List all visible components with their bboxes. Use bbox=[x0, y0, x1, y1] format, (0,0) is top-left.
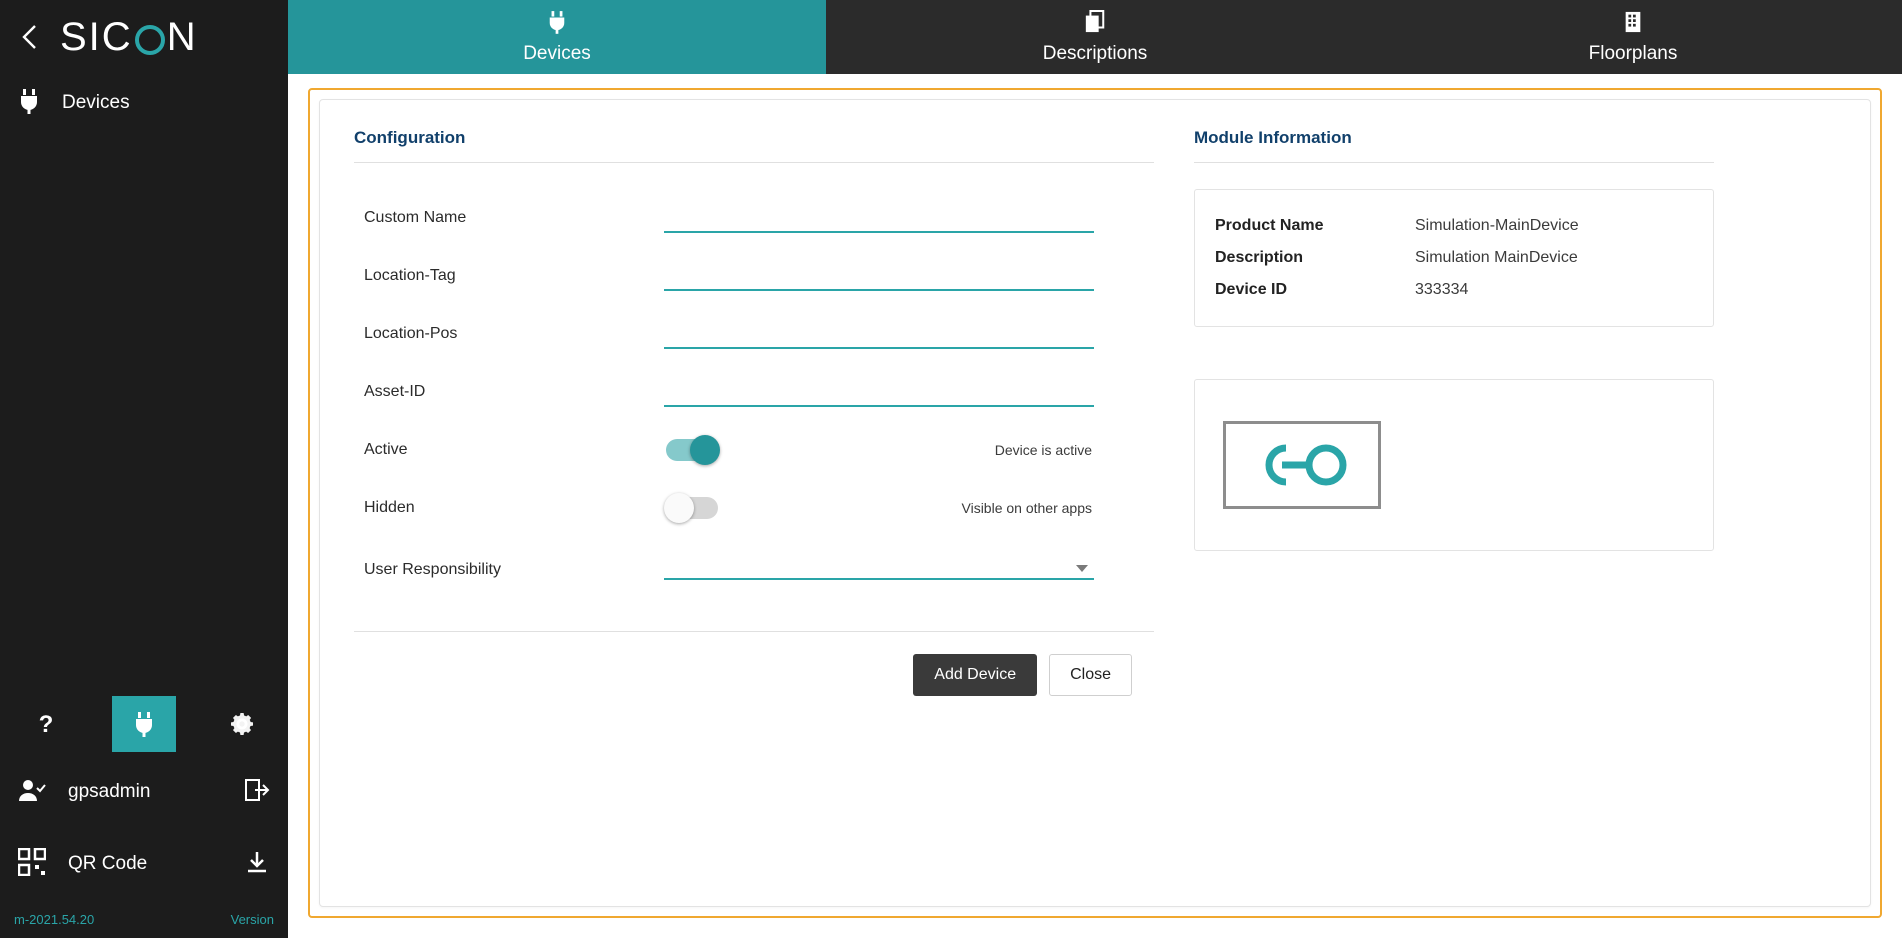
brand-text-post: N bbox=[166, 14, 198, 59]
settings-gear-icon[interactable] bbox=[210, 696, 274, 752]
form-divider bbox=[354, 631, 1154, 632]
label-location-tag: Location-Tag bbox=[364, 267, 456, 284]
module-information-column bbox=[1194, 128, 1714, 878]
tab-devices[interactable] bbox=[288, 0, 826, 74]
sidebar-header bbox=[0, 0, 288, 74]
hidden-toggle[interactable] bbox=[666, 497, 718, 519]
label-user-responsibility: User Responsibility bbox=[364, 561, 501, 578]
info-value: 333334 bbox=[1415, 281, 1469, 298]
toggle-knob bbox=[690, 435, 720, 465]
help-icon[interactable] bbox=[14, 696, 78, 752]
field-wrapper bbox=[664, 439, 1094, 461]
module-information-title: Module Information bbox=[1194, 128, 1714, 163]
field-wrapper bbox=[664, 319, 1094, 349]
logout-icon[interactable] bbox=[244, 778, 270, 807]
info-key: Device ID bbox=[1215, 281, 1288, 298]
field-row-asset-id bbox=[354, 363, 1154, 421]
version-value: m-2021.54.20 bbox=[14, 911, 95, 927]
tab-descriptions[interactable] bbox=[826, 0, 1364, 74]
active-toggle[interactable] bbox=[666, 439, 718, 461]
custom-name-input[interactable] bbox=[664, 203, 1094, 233]
sidebar-version-row bbox=[0, 900, 288, 938]
chevron-left-icon[interactable] bbox=[10, 17, 50, 57]
tab-label: Descriptions bbox=[1042, 42, 1148, 64]
location-pos-input[interactable] bbox=[664, 319, 1094, 349]
hidden-hint: Visible on other apps bbox=[961, 500, 1092, 516]
configuration-column bbox=[354, 128, 1154, 878]
field-wrapper bbox=[664, 203, 1094, 233]
devices-icon[interactable] bbox=[112, 696, 176, 752]
top-tab-bar bbox=[288, 0, 1902, 74]
highlight-outline bbox=[308, 88, 1882, 918]
info-key: Product Name bbox=[1215, 217, 1324, 234]
location-tag-input[interactable] bbox=[664, 261, 1094, 291]
close-button[interactable]: Close bbox=[1049, 654, 1132, 696]
field-row-location-pos bbox=[354, 305, 1154, 363]
sidebar-qr-label: QR Code bbox=[68, 853, 148, 874]
label-custom-name: Custom Name bbox=[364, 209, 467, 226]
field-wrapper bbox=[664, 261, 1094, 291]
plug-icon bbox=[18, 88, 40, 119]
sidebar-item-devices[interactable] bbox=[0, 74, 288, 132]
field-wrapper bbox=[664, 377, 1094, 407]
sidebar-qr-row[interactable] bbox=[0, 828, 288, 900]
plug-icon bbox=[547, 10, 567, 39]
copy-icon bbox=[1084, 10, 1106, 39]
svg-text:?: ? bbox=[38, 711, 54, 738]
sidebar-user-row[interactable] bbox=[0, 756, 288, 828]
module-logo-box bbox=[1194, 379, 1714, 551]
field-row-custom-name bbox=[354, 189, 1154, 247]
info-row-description bbox=[1215, 242, 1693, 274]
form-button-row bbox=[354, 654, 1154, 696]
info-key: Description bbox=[1215, 249, 1304, 266]
sidebar-item-label: Devices bbox=[62, 92, 130, 113]
label-active: Active bbox=[364, 441, 408, 458]
add-device-button[interactable]: Add Device bbox=[913, 654, 1037, 696]
tab-label: Devices bbox=[523, 42, 591, 64]
user-responsibility-select[interactable] bbox=[664, 561, 1094, 580]
brand-logo bbox=[60, 15, 198, 60]
sidebar-spacer bbox=[0, 132, 288, 692]
chevron-down-icon bbox=[1076, 565, 1088, 572]
field-wrapper bbox=[664, 497, 1094, 519]
content-area bbox=[288, 0, 1902, 938]
info-value: Simulation MainDevice bbox=[1415, 249, 1578, 266]
label-location-pos: Location-Pos bbox=[364, 325, 458, 342]
field-wrapper bbox=[664, 561, 1094, 580]
tab-floorplans[interactable] bbox=[1364, 0, 1902, 74]
field-row-user-responsibility bbox=[354, 537, 1154, 603]
field-row-hidden bbox=[354, 479, 1154, 537]
device-form-card bbox=[319, 99, 1871, 907]
sidebar bbox=[0, 0, 288, 938]
download-icon[interactable] bbox=[244, 850, 270, 879]
qr-code-icon bbox=[18, 848, 46, 881]
sicon-logo-mark bbox=[1223, 421, 1381, 509]
field-row-active bbox=[354, 421, 1154, 479]
version-label: Version bbox=[230, 911, 274, 927]
module-info-box bbox=[1194, 189, 1714, 327]
field-row-location-tag bbox=[354, 247, 1154, 305]
toggle-knob bbox=[664, 493, 694, 523]
info-row-product-name bbox=[1215, 210, 1693, 242]
active-hint: Device is active bbox=[994, 442, 1092, 458]
sidebar-icon-row bbox=[0, 692, 288, 756]
user-check-icon bbox=[18, 777, 46, 808]
tab-label: Floorplans bbox=[1588, 42, 1678, 64]
info-value: Simulation-MainDevice bbox=[1415, 217, 1579, 234]
brand-text-pre: SIC bbox=[60, 14, 133, 59]
label-hidden: Hidden bbox=[364, 499, 415, 516]
main-panel bbox=[288, 74, 1902, 938]
asset-id-input[interactable] bbox=[664, 377, 1094, 407]
configuration-title: Configuration bbox=[354, 128, 1154, 163]
building-icon bbox=[1622, 10, 1644, 39]
sidebar-username: gpsadmin bbox=[68, 781, 151, 802]
label-asset-id: Asset-ID bbox=[364, 383, 426, 400]
logo-ring bbox=[135, 25, 165, 55]
info-row-device-id bbox=[1215, 274, 1693, 306]
